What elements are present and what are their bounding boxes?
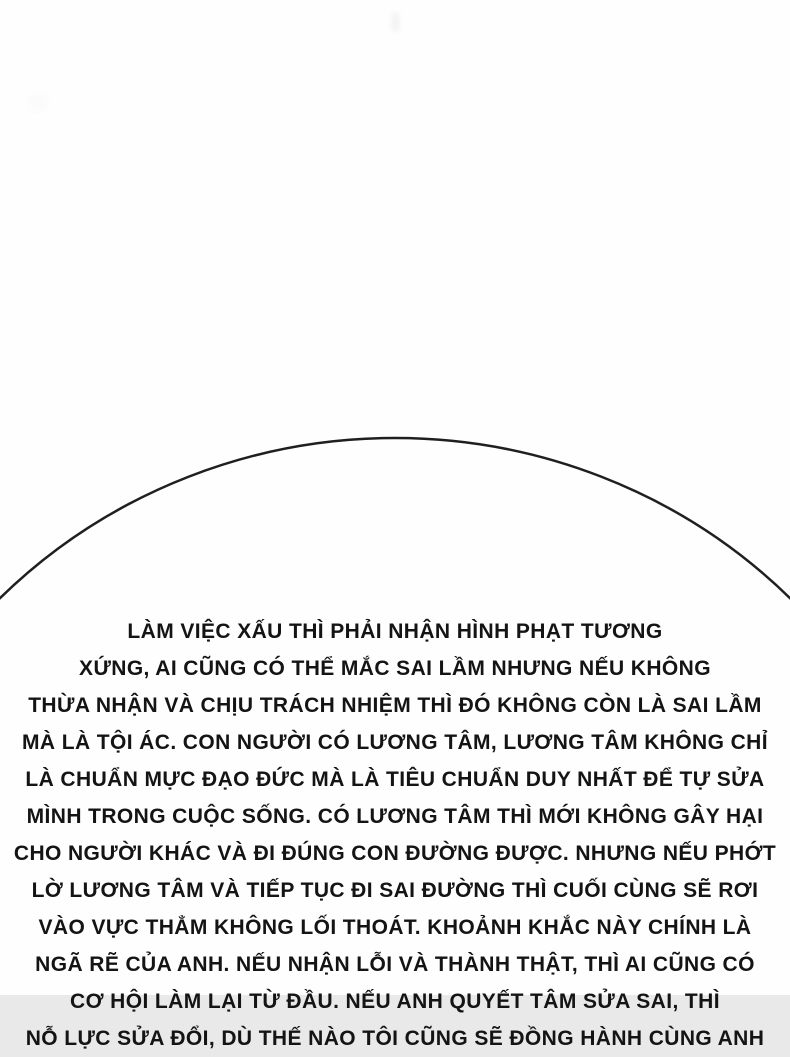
dialogue-line: CƠ HỘI LÀM LẠI TỪ ĐẦU. NẾU ANH QUYẾT TÂM SỬA SAI, THÌ: [70, 990, 720, 1013]
dialogue-line: THỪA NHẬN VÀ CHỊU TRÁCH NHIỆM THÌ ĐÓ KHÔNG CÒN LÀ SAI LẦM: [28, 694, 762, 717]
dialogue-text-block: [0, 613, 790, 1057]
dialogue-line: LÀM VIỆC XẤU THÌ PHẢI NHẬN HÌNH PHẠT TƯƠNG: [127, 620, 663, 643]
dialogue-line-clipped: NỖ LỰC SỬA ĐỔI, DÙ THẾ NÀO TÔI CŨNG SẼ ĐỒNG HÀNH CÙNG ANH: [25, 1027, 765, 1050]
dialogue-line: MÌNH TRONG CUỘC SỐNG. CÓ LƯƠNG TÂM THÌ MỚI KHÔNG GÂY HẠI: [26, 805, 764, 828]
dialogue-line: NGÃ RẼ CỦA ANH. NẾU NHẬN LỖI VÀ THÀNH THẬT, THÌ AI CŨNG CÓ: [35, 953, 755, 976]
dialogue-line: XỨNG, AI CŨNG CÓ THỂ MẮC SAI LẦM NHƯNG NẾU KHÔNG: [79, 657, 711, 680]
dialogue-line: VÀO VỰC THẲM KHÔNG LỐI THOÁT. KHOẢNH KHẮC NÀY CHÍNH LÀ: [38, 916, 752, 939]
dialogue-line: CHO NGƯỜI KHÁC VÀ ĐI ĐÚNG CON ĐƯỜNG ĐƯỢC. NHƯNG NẾU PHỚT: [13, 842, 777, 865]
dialogue-line: MÀ LÀ TỘI ÁC. CON NGƯỜI CÓ LƯƠNG TÂM, LƯƠNG TÂM KHÔNG CHỈ: [22, 731, 768, 754]
dialogue-line: LÀ CHUẨN MỰC ĐẠO ĐỨC MÀ LÀ TIÊU CHUẨN DUY NHẤT ĐỂ TỰ SỬA: [25, 768, 765, 791]
dialogue-line: LỜ LƯƠNG TÂM VÀ TIẾP TỤC ĐI SAI ĐƯỜNG THÌ CUỐI CÙNG SẼ RƠI: [31, 879, 759, 902]
